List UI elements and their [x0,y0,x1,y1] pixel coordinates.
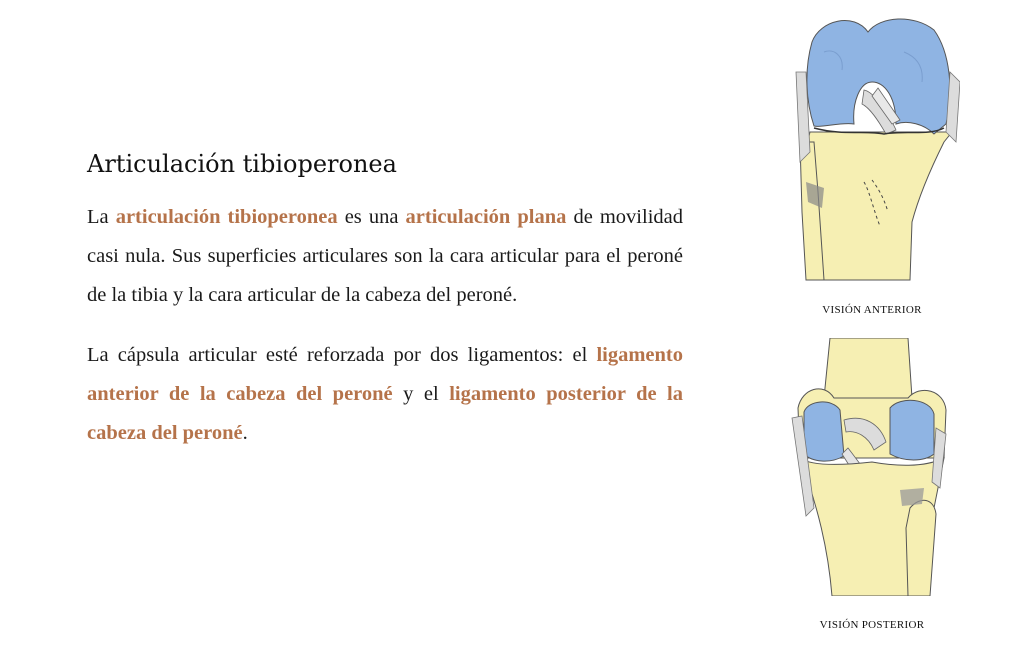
paragraph-2 [87,336,683,453]
article [87,150,683,474]
link-articulacion-tibioperonea[interactable]: articulación tibioperonea [115,206,338,228]
knee-posterior-illustration [784,338,960,596]
p2-text-2: y el [392,383,450,405]
article-title: Articulación tibioperonea [87,150,397,178]
paragraph-1 [87,198,683,315]
caption-vision-anterior: VISIÓN ANTERIOR [822,304,922,316]
link-ligamento-posterior[interactable]: ligamento posterior de la cabeza del peroné [87,383,684,444]
p2-text-3: . [242,422,248,444]
knee-anterior-illustration [784,12,960,282]
caption-vision-posterior: VISIÓN POSTERIOR [819,619,925,631]
p1-text-2: es una [337,206,406,228]
p2-text-1: La cápsula articular esté reforzada por dos ligamentos: el [87,344,597,366]
p1-text-3: de movilidad casi nula. Sus superficies articulares son la cara articular para el peroné de la tibia y la cara articular de la cabeza del peroné. [87,206,683,306]
p1-text-1: La [87,206,116,228]
link-articulacion-plana[interactable]: articulación plana [405,206,567,228]
link-ligamento-anterior[interactable]: ligamento anterior de la cabeza del peroné [87,344,683,405]
